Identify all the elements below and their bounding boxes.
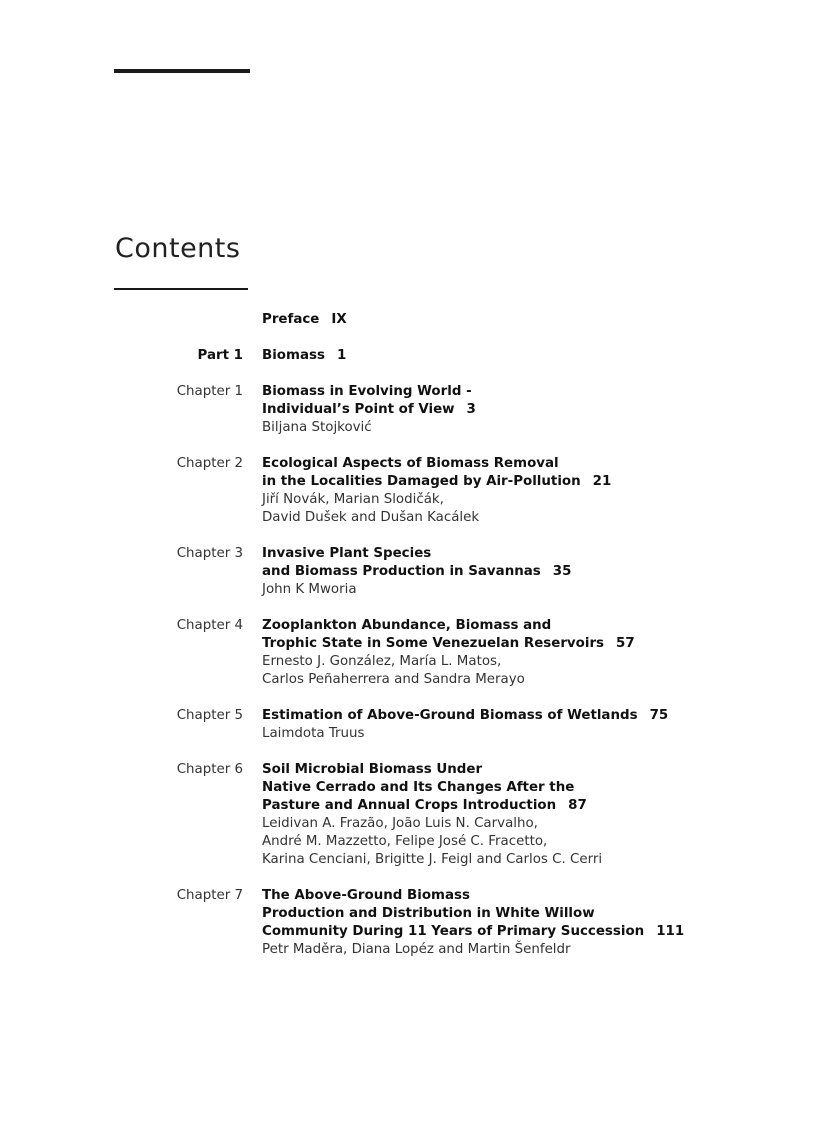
- toc-entry[interactable]: [0, 383, 816, 437]
- toc-entry-authors-line: Leidivan A. Frazão, João Luis N. Carvalho,: [262, 816, 538, 831]
- toc-entry-title-text: Zooplankton Abundance, Biomass and: [262, 618, 552, 633]
- toc-entry-body: [262, 707, 802, 743]
- toc-entry-title-text: and Biomass Production in Savannas: [262, 564, 541, 579]
- toc-entry-label: Chapter 3: [176, 546, 243, 561]
- toc-entry-label: Chapter 2: [176, 456, 243, 471]
- toc-entry-body: [262, 617, 802, 689]
- top-rule: [114, 69, 250, 73]
- table-of-contents: [0, 311, 816, 959]
- toc-entry-authors-line: Laimdota Truus: [262, 726, 365, 741]
- toc-entry-authors-line: Carlos Peñaherrera and Sandra Merayo: [262, 672, 525, 687]
- toc-entry-title-line[interactable]: [262, 797, 802, 815]
- toc-entry-authors-line: John K Mworia: [262, 582, 357, 597]
- toc-entry[interactable]: [0, 545, 816, 599]
- toc-entry-title-text: Individual’s Point of View: [262, 402, 455, 417]
- toc-entry[interactable]: [0, 455, 816, 527]
- toc-entry-body: [262, 347, 802, 365]
- toc-entry-title-text: Ecological Aspects of Biomass Removal: [262, 456, 559, 471]
- toc-entry-title-text: Soil Microbial Biomass Under: [262, 762, 483, 777]
- toc-entry-title-text: Estimation of Above-Ground Biomass of Wetlands: [262, 708, 638, 723]
- toc-entry-authors-line: Petr Maděra, Diana Lopéz and Martin Šenfeldr: [262, 942, 571, 957]
- toc-entry-authors-line: Ernesto J. González, María L. Matos,: [262, 654, 502, 669]
- toc-entry-label: Chapter 5: [176, 708, 243, 723]
- toc-entry-title-text: Preface: [262, 312, 320, 327]
- title-underline: [114, 288, 248, 290]
- toc-entry-title-line[interactable]: [262, 923, 802, 941]
- toc-entry[interactable]: [0, 347, 816, 365]
- toc-entry[interactable]: [0, 887, 816, 959]
- toc-entry-title-text: Trophic State in Some Venezuelan Reservoirs: [262, 636, 605, 651]
- toc-entry-title-text: Biomass: [262, 348, 325, 363]
- toc-entry-label: Chapter 6: [176, 762, 243, 777]
- toc-entry[interactable]: [0, 761, 816, 869]
- toc-entry-page-number[interactable]: 87: [568, 798, 587, 813]
- toc-entry-title-line[interactable]: [262, 545, 802, 563]
- toc-entry-title-text: Community During 11 Years of Primary Succession: [262, 924, 645, 939]
- toc-entry-title-text: The Above-Ground Biomass: [262, 888, 470, 903]
- toc-entry-authors-line: Karina Cenciani, Brigitte J. Feigl and Carlos C. Cerri: [262, 852, 603, 867]
- toc-entry-label: Chapter 4: [176, 618, 243, 633]
- toc-entry-page-number[interactable]: 75: [649, 708, 669, 723]
- toc-entry-title-line[interactable]: [262, 383, 802, 401]
- toc-entry-title-line[interactable]: [262, 311, 802, 329]
- toc-entry-authors-line: Biljana Stojković: [262, 420, 372, 435]
- toc-entry[interactable]: [0, 311, 816, 329]
- toc-entry-page-number[interactable]: 57: [616, 636, 635, 651]
- toc-entry-authors-line: Jiří Novák, Marian Slodičák,: [262, 492, 444, 507]
- toc-entry-label: Chapter 7: [176, 888, 243, 903]
- toc-entry-authors-line: André M. Mazzetto, Felipe José C. Fracetto,: [262, 834, 548, 849]
- toc-entry-title-text: Pasture and Annual Crops Introduction: [262, 798, 557, 813]
- toc-entry-title-text: Biomass in Evolving World -: [262, 384, 472, 399]
- toc-entry-title-text: Production and Distribution in White Willow: [262, 906, 595, 921]
- toc-entry-title-text: Invasive Plant Species: [262, 546, 432, 561]
- toc-entry-body: [262, 761, 802, 869]
- toc-entry-page-number[interactable]: 21: [592, 474, 612, 489]
- toc-entry-title-line[interactable]: [262, 455, 802, 473]
- toc-entry-label: Part 1: [197, 348, 243, 363]
- toc-entry-title-line[interactable]: [262, 905, 802, 923]
- toc-entry[interactable]: [0, 617, 816, 689]
- toc-entry-body: [262, 383, 802, 437]
- toc-entry-label: Chapter 1: [176, 384, 243, 399]
- toc-entry-title-line[interactable]: [262, 635, 802, 653]
- toc-entry-body: [262, 887, 802, 959]
- toc-entry-body: [262, 545, 802, 599]
- toc-entry-page-number[interactable]: 35: [552, 564, 572, 579]
- page-title: Contents: [115, 233, 241, 264]
- toc-entry-title-text: in the Localities Damaged by Air-Pollution: [262, 474, 581, 489]
- toc-entry-body: [262, 455, 802, 527]
- toc-entry-title-text: Native Cerrado and Its Changes After the: [262, 780, 575, 795]
- toc-entry-title-line[interactable]: [262, 779, 802, 797]
- toc-entry[interactable]: [0, 707, 816, 743]
- toc-entry-page-number[interactable]: 111: [656, 924, 685, 939]
- toc-entry-title-line[interactable]: [262, 473, 802, 491]
- toc-entry-page-number[interactable]: 3: [466, 402, 476, 417]
- toc-entry-title-line[interactable]: [262, 347, 802, 365]
- toc-entry-authors-line: David Dušek and Dušan Kacálek: [262, 510, 480, 525]
- toc-entry-title-line[interactable]: [262, 887, 802, 905]
- toc-entry-title-line[interactable]: [262, 617, 802, 635]
- toc-entry-title-line[interactable]: [262, 401, 802, 419]
- toc-entry-page-number[interactable]: IX: [331, 312, 347, 327]
- toc-entry-body: [262, 311, 802, 329]
- toc-entry-title-line[interactable]: [262, 761, 802, 779]
- toc-entry-page-number[interactable]: 1: [336, 348, 347, 363]
- toc-entry-title-line[interactable]: [262, 563, 802, 581]
- toc-entry-title-line[interactable]: [262, 707, 802, 725]
